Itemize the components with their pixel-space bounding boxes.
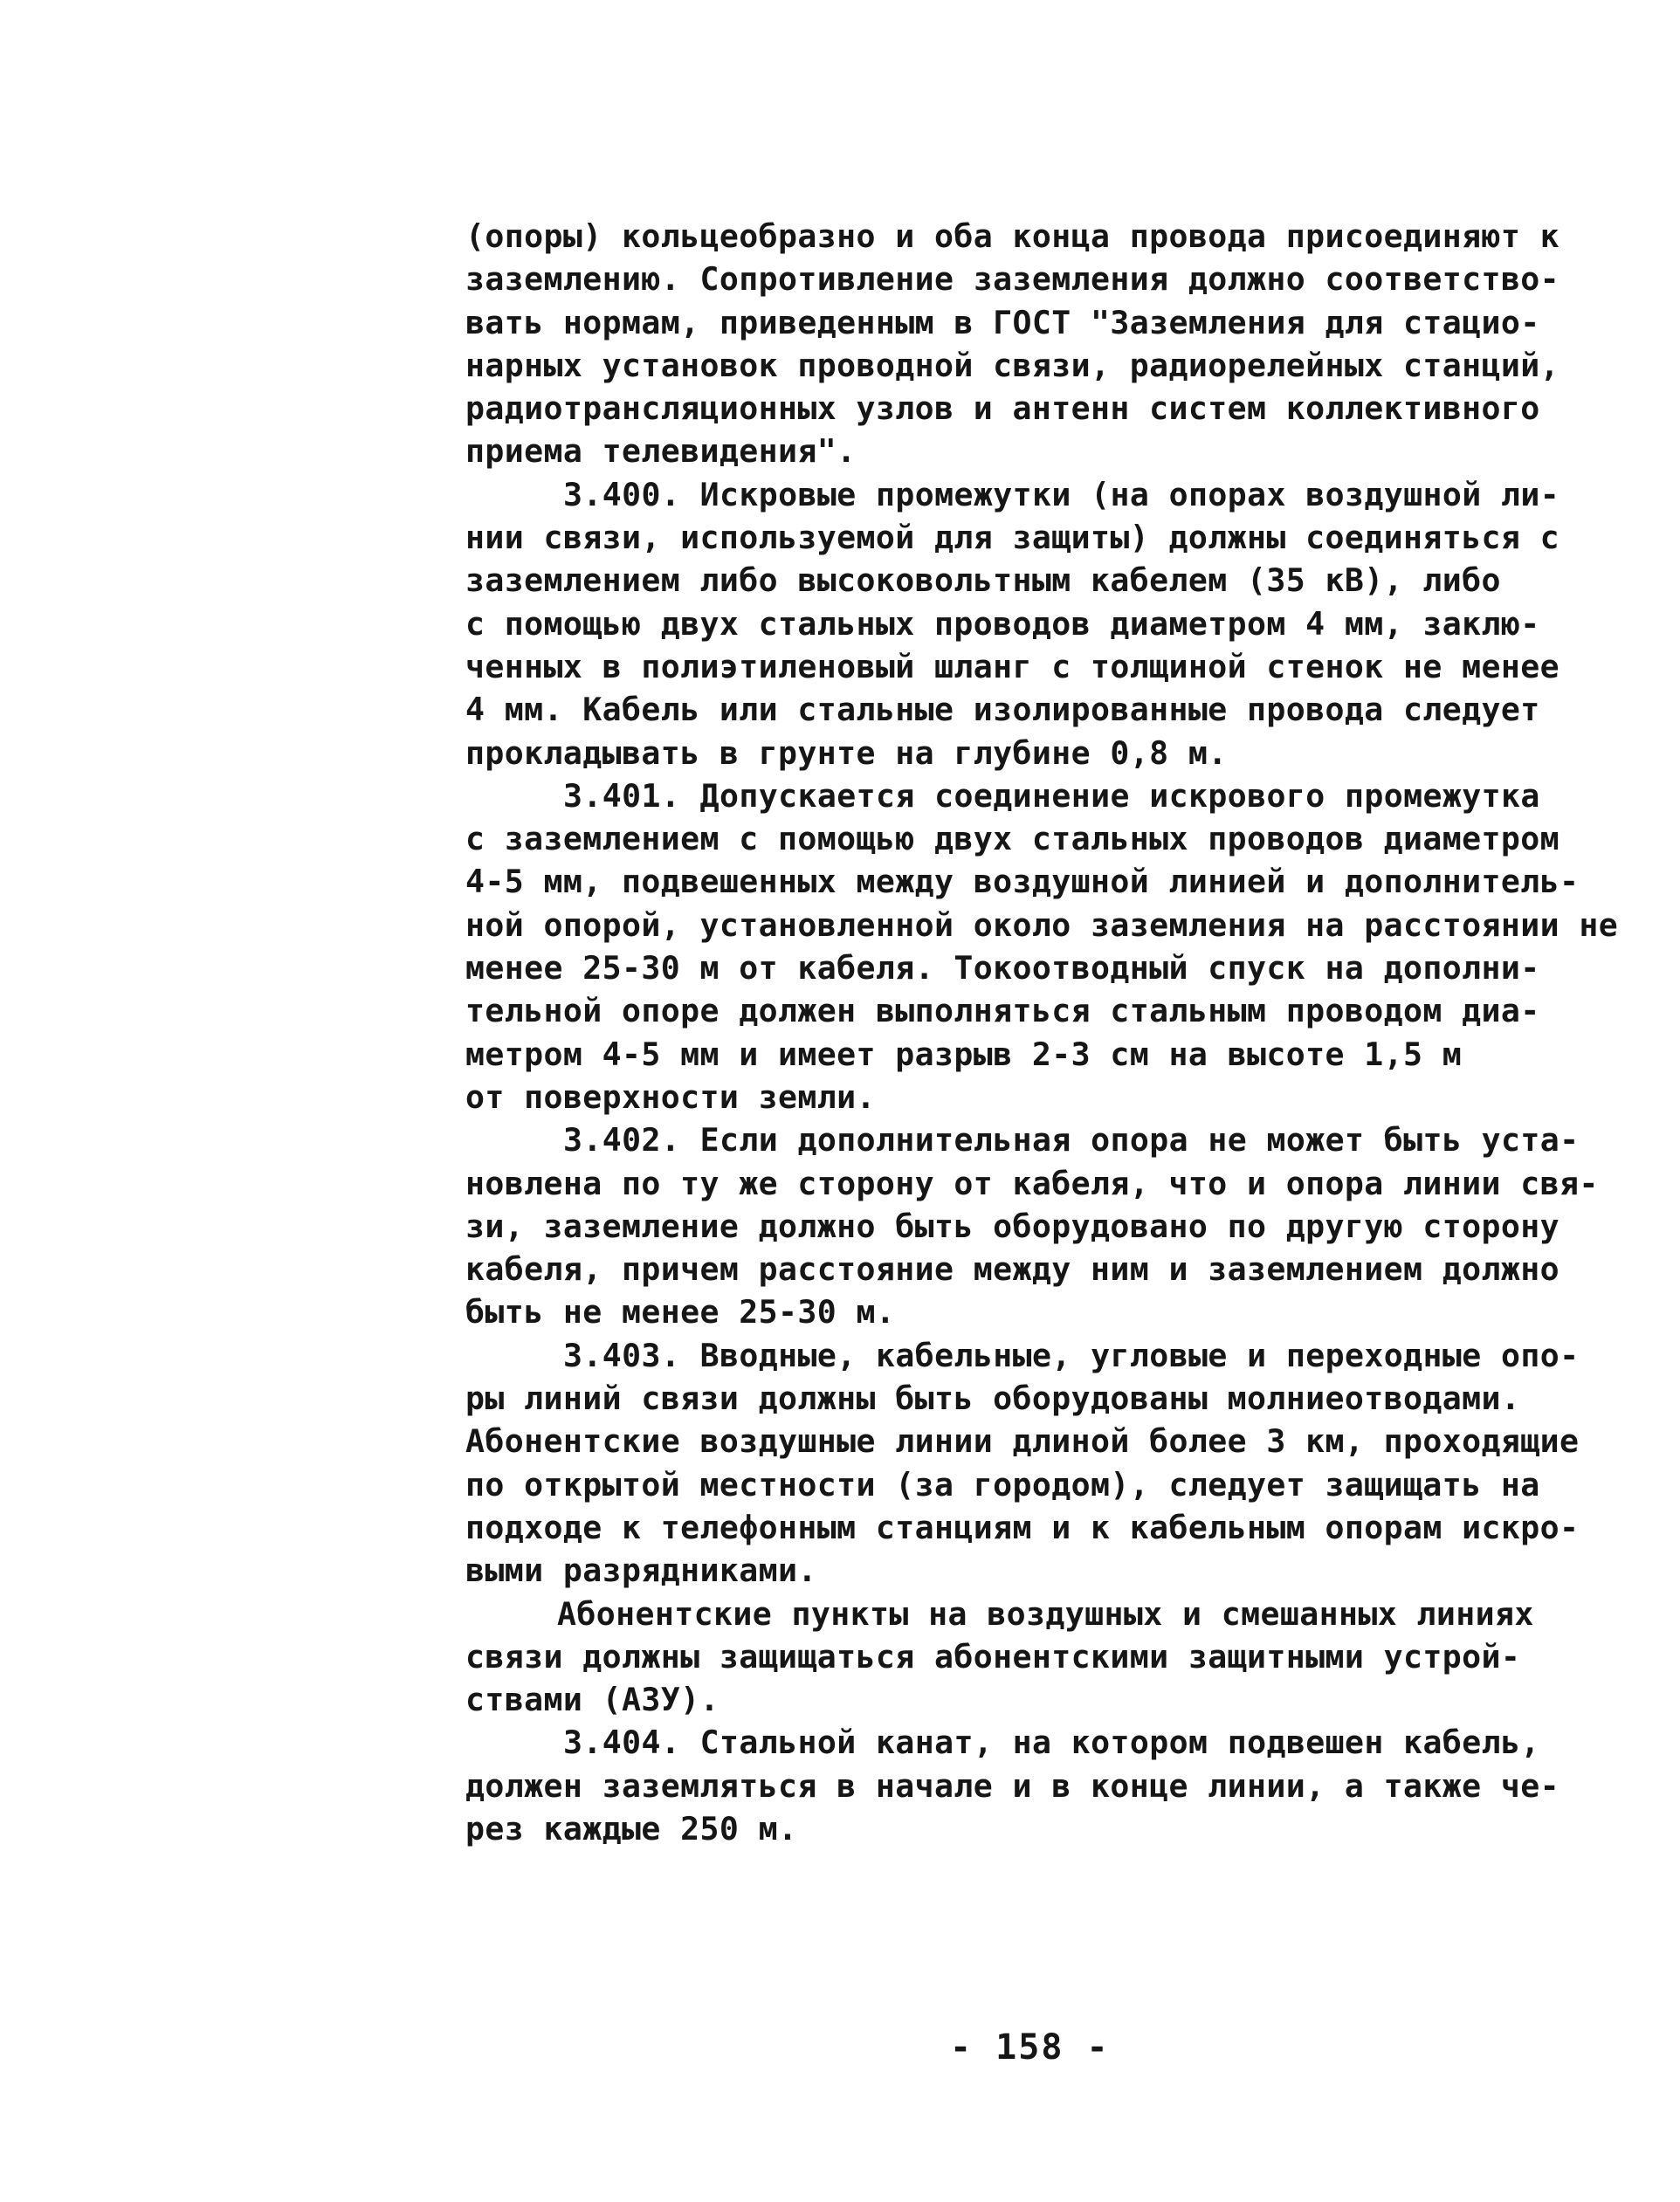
text-line: новлена по ту же сторону от кабеля, что и опора линии свя- xyxy=(465,1164,1599,1202)
text-line: заземлением либо высоковольтным кабелем (35 кВ), либо xyxy=(465,561,1501,600)
text-line: ченных в полиэтиленовый шланг с толщиной стенок не менее xyxy=(465,647,1560,685)
text-line: вать нормам, приведенным в ГОСТ "Заземления для стацио- xyxy=(465,303,1540,341)
text-line: подходе к телефонным станциям и к кабельным опорам искро- xyxy=(465,1508,1580,1546)
text-line: по открытой местности (за городом), следует защищать на xyxy=(465,1465,1540,1504)
text-line: (опоры) кольцеобразно и оба конца провода присоединяют к xyxy=(465,217,1560,255)
text-line: с заземлением с помощью двух стальных проводов диаметром xyxy=(465,820,1560,858)
text-line: заземлению. Сопротивление заземления должно соответство- xyxy=(465,260,1560,299)
text-line: ры линий связи должны быть оборудованы молниеотводами. xyxy=(465,1380,1521,1418)
text-line: нарных установок проводной связи, радиорелейных станций, xyxy=(465,346,1560,384)
text-line: 4 мм. Кабель или стальные изолированные провода следует xyxy=(465,691,1540,729)
text-line: приема телевидения". xyxy=(465,432,857,471)
text-line: Абонентские пункты на воздушных и смешанных линиях xyxy=(557,1594,1534,1633)
text-line: 3.404. Стальной канат, на котором подвешен кабель, xyxy=(563,1724,1540,1762)
text-line: зи, заземление должно быть оборудовано по другую сторону xyxy=(465,1207,1560,1245)
text-line: связи должны защищаться абонентскими защитными устрой- xyxy=(465,1637,1521,1676)
text-line: рез каждые 250 м. xyxy=(465,1809,798,1848)
page-number: - 158 - xyxy=(950,2027,1110,2068)
text-line: 4-5 мм, подвешенных между воздушной линией и дополнитель- xyxy=(465,863,1580,901)
text-line: Абонентские воздушные линии длиной более 3 км, проходящие xyxy=(465,1422,1580,1461)
text-line: кабеля, причем расстояние между ним и заземлением должно xyxy=(465,1250,1560,1289)
text-line: 3.401. Допускается соединение искрового промежутка xyxy=(563,776,1540,815)
text-line: прокладывать в грунте на глубине 0,8 м. xyxy=(465,733,1228,772)
text-line: ствами (АЗУ). xyxy=(465,1681,720,1719)
body-text xyxy=(465,215,1635,1850)
text-line: 3.402. Если дополнительная опора не может быть уста- xyxy=(563,1121,1580,1159)
text-line: метром 4-5 мм и имеет разрыв 2-3 см на высоте 1,5 м xyxy=(465,1035,1463,1073)
text-line: должен заземляться в начале и в конце линии, а также че- xyxy=(465,1766,1560,1805)
text-line: 3.403. Вводные, кабельные, угловые и переходные опо- xyxy=(563,1336,1580,1374)
text-line: от поверхности земли. xyxy=(465,1077,876,1116)
text-line: нии связи, используемой для защиты) должны соединяться с xyxy=(465,519,1560,557)
text-line: быть не менее 25-30 м. xyxy=(465,1293,896,1332)
text-line: ной опорой, установленной около заземления на расстоянии не xyxy=(465,905,1619,944)
text-line: выми разрядниками. xyxy=(465,1552,817,1590)
text-line: радиотрансляционных узлов и антенн систем коллективного xyxy=(465,389,1540,428)
text-line: менее 25-30 м от кабеля. Токоотводный спуск на дополни- xyxy=(465,949,1540,987)
text-line: тельной опоре должен выполняться стальным проводом диа- xyxy=(465,992,1540,1030)
text-line: 3.400. Искровые промежутки (на опорах воздушной ли- xyxy=(563,475,1560,513)
text-line: с помощью двух стальных проводов диаметром 4 мм, заклю- xyxy=(465,604,1540,643)
